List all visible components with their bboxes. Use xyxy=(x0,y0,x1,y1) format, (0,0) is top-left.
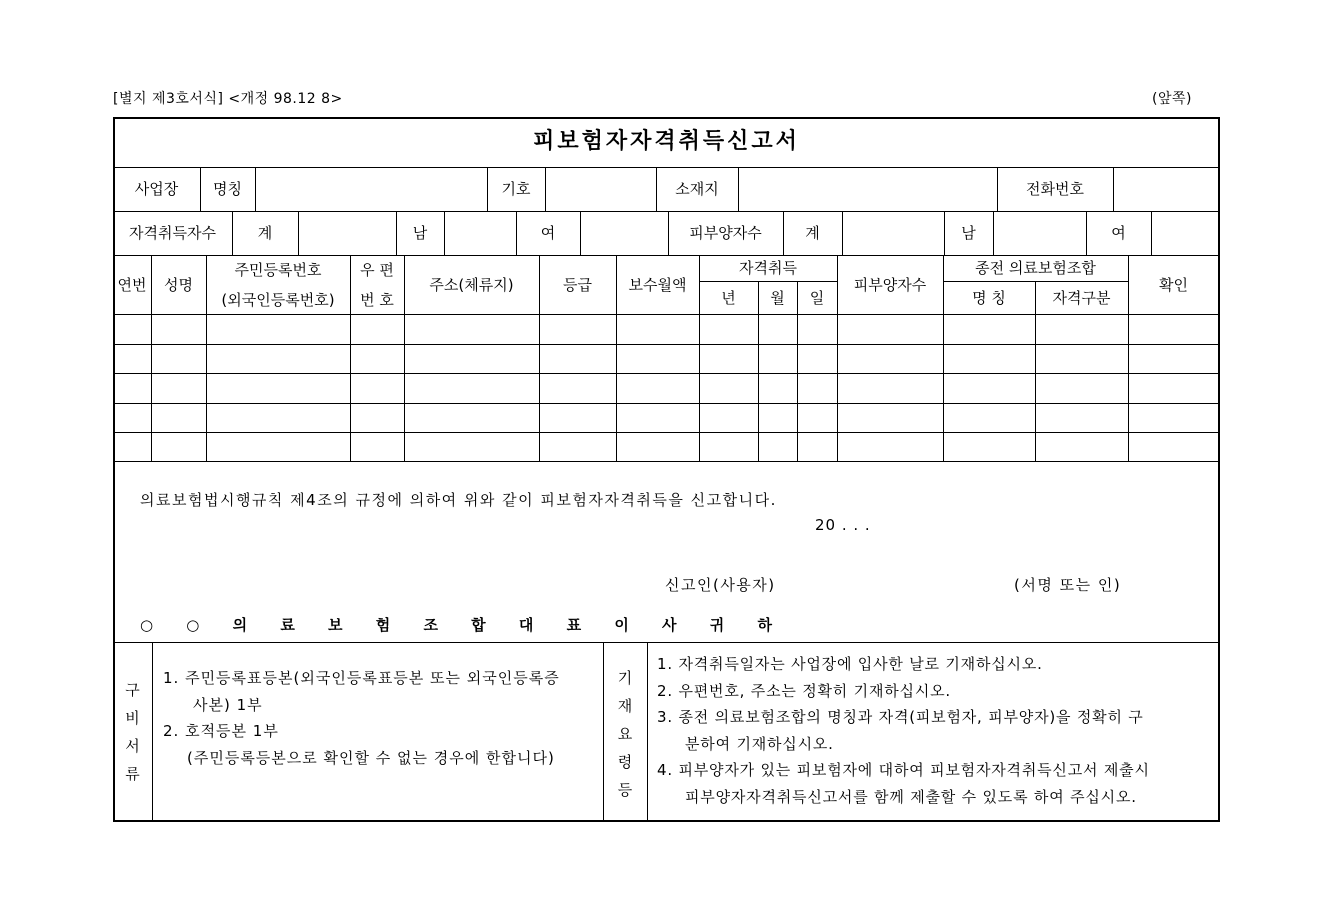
instructions-list xyxy=(657,651,1150,811)
col-prev-insurer: 종전 의료보험조합 xyxy=(975,259,1096,277)
rule xyxy=(113,432,1220,433)
col-zip: 우 편 xyxy=(360,261,394,279)
total-field[interactable] xyxy=(299,211,396,255)
col-dependents: 피부양자수 xyxy=(853,275,927,294)
female-label: 여 xyxy=(1111,224,1126,242)
addressee: ○ ○ 의 료 보 험 조 합 대 표 이 사 귀 하 xyxy=(140,616,786,634)
phone-label: 전화번호 xyxy=(1026,180,1084,198)
col-name: 성명 xyxy=(164,275,193,294)
rule xyxy=(113,642,1220,643)
list-item: 피부양자자격취득신고서를 함께 제출할 수 있도록 하여 주십시오. xyxy=(685,787,1137,806)
dependents-male-field[interactable] xyxy=(994,211,1086,255)
qualified-count-label: 자격취득자수 xyxy=(129,224,216,242)
instructions-label: 기 재 요 령 등 xyxy=(617,669,633,799)
female-field[interactable] xyxy=(581,211,668,255)
col-month: 월 xyxy=(770,288,785,307)
reporter-label: 신고인(사용자) xyxy=(665,576,776,594)
rule xyxy=(113,373,1220,374)
list-item: (주민등록등본으로 확인할 수 없는 경우에 한합니다) xyxy=(187,748,555,767)
list-item: 1. 자격취득일자는 사업장에 입사한 날로 기재하십시오. xyxy=(657,655,1043,673)
rule xyxy=(152,642,153,822)
location-field[interactable] xyxy=(739,167,997,211)
rule xyxy=(647,642,648,822)
form-title: 피보험자자격취득신고서 xyxy=(533,129,800,155)
col-seq: 연번 xyxy=(117,275,147,294)
dependents-female-field[interactable] xyxy=(1152,211,1218,255)
symbol-label: 기호 xyxy=(501,180,531,198)
col-grade: 등급 xyxy=(563,275,592,294)
declaration-text: 의료보험법시행규칙 제4조의 규정에 의하여 위와 같이 피보험자자격취득을 신고합니다. xyxy=(140,491,777,509)
col-zip: 번 호 xyxy=(360,290,394,309)
page-side-label: (앞쪽) xyxy=(1152,91,1192,107)
list-item: 분하여 기재하십시오. xyxy=(685,734,834,753)
workplace-name-field[interactable] xyxy=(256,167,487,211)
signature-label: (서명 또는 인) xyxy=(1014,576,1122,594)
location-label: 소재지 xyxy=(675,180,719,198)
list-item: 3. 종전 의료보험조합의 명칭과 자격(피보험자, 피부양자)을 정확히 구 xyxy=(657,708,1144,727)
list-item: 2. 우편번호, 주소는 정확히 기재하십시오. xyxy=(657,681,951,700)
symbol-field[interactable] xyxy=(546,167,656,211)
list-item: 4. 피부양자가 있는 피보험자에 대하여 피보험자자격취득신고서 제출시 xyxy=(657,761,1150,780)
dependents-count-label: 피부양자수 xyxy=(689,224,762,242)
list-item: 2. 호적등본 1부 xyxy=(163,722,279,741)
rule xyxy=(113,344,1220,345)
col-prev-name: 명 칭 xyxy=(972,288,1006,307)
dependents-total-field[interactable] xyxy=(843,211,944,255)
total-label: 계 xyxy=(257,224,273,242)
female-label: 여 xyxy=(540,224,556,242)
phone-field[interactable] xyxy=(1114,167,1218,211)
attachments-label: 구 비 서 류 xyxy=(125,681,140,783)
col-wage: 보수월액 xyxy=(628,275,687,294)
male-label: 남 xyxy=(412,224,428,242)
form-number: [별지 제3호서식] <개정 98.12 8> xyxy=(113,91,343,107)
name-label: 명칭 xyxy=(213,180,242,198)
total-label: 계 xyxy=(805,224,820,242)
col-rrn-sub: (외국인등록번호) xyxy=(221,290,335,309)
attachments-list xyxy=(163,665,560,771)
col-year: 년 xyxy=(721,288,736,307)
col-prev-type: 자격구분 xyxy=(1052,288,1111,307)
col-acquisition: 자격취득 xyxy=(739,259,797,277)
rule xyxy=(113,314,1220,315)
col-day: 일 xyxy=(809,288,825,307)
date-line: 20 . . . xyxy=(815,516,871,534)
male-label: 남 xyxy=(961,224,976,242)
col-address: 주소(체류지) xyxy=(429,275,514,294)
workplace-label: 사업장 xyxy=(134,180,179,198)
list-item: 1. 주민등록표등본(외국인등록표등본 또는 외국인등록증 xyxy=(163,669,560,687)
rule xyxy=(113,461,1220,462)
col-confirm: 확인 xyxy=(1159,275,1188,294)
male-field[interactable] xyxy=(445,211,516,255)
rule xyxy=(113,403,1220,404)
col-rrn: 주민등록번호 xyxy=(234,261,322,279)
list-item: 사본) 1부 xyxy=(193,695,263,714)
